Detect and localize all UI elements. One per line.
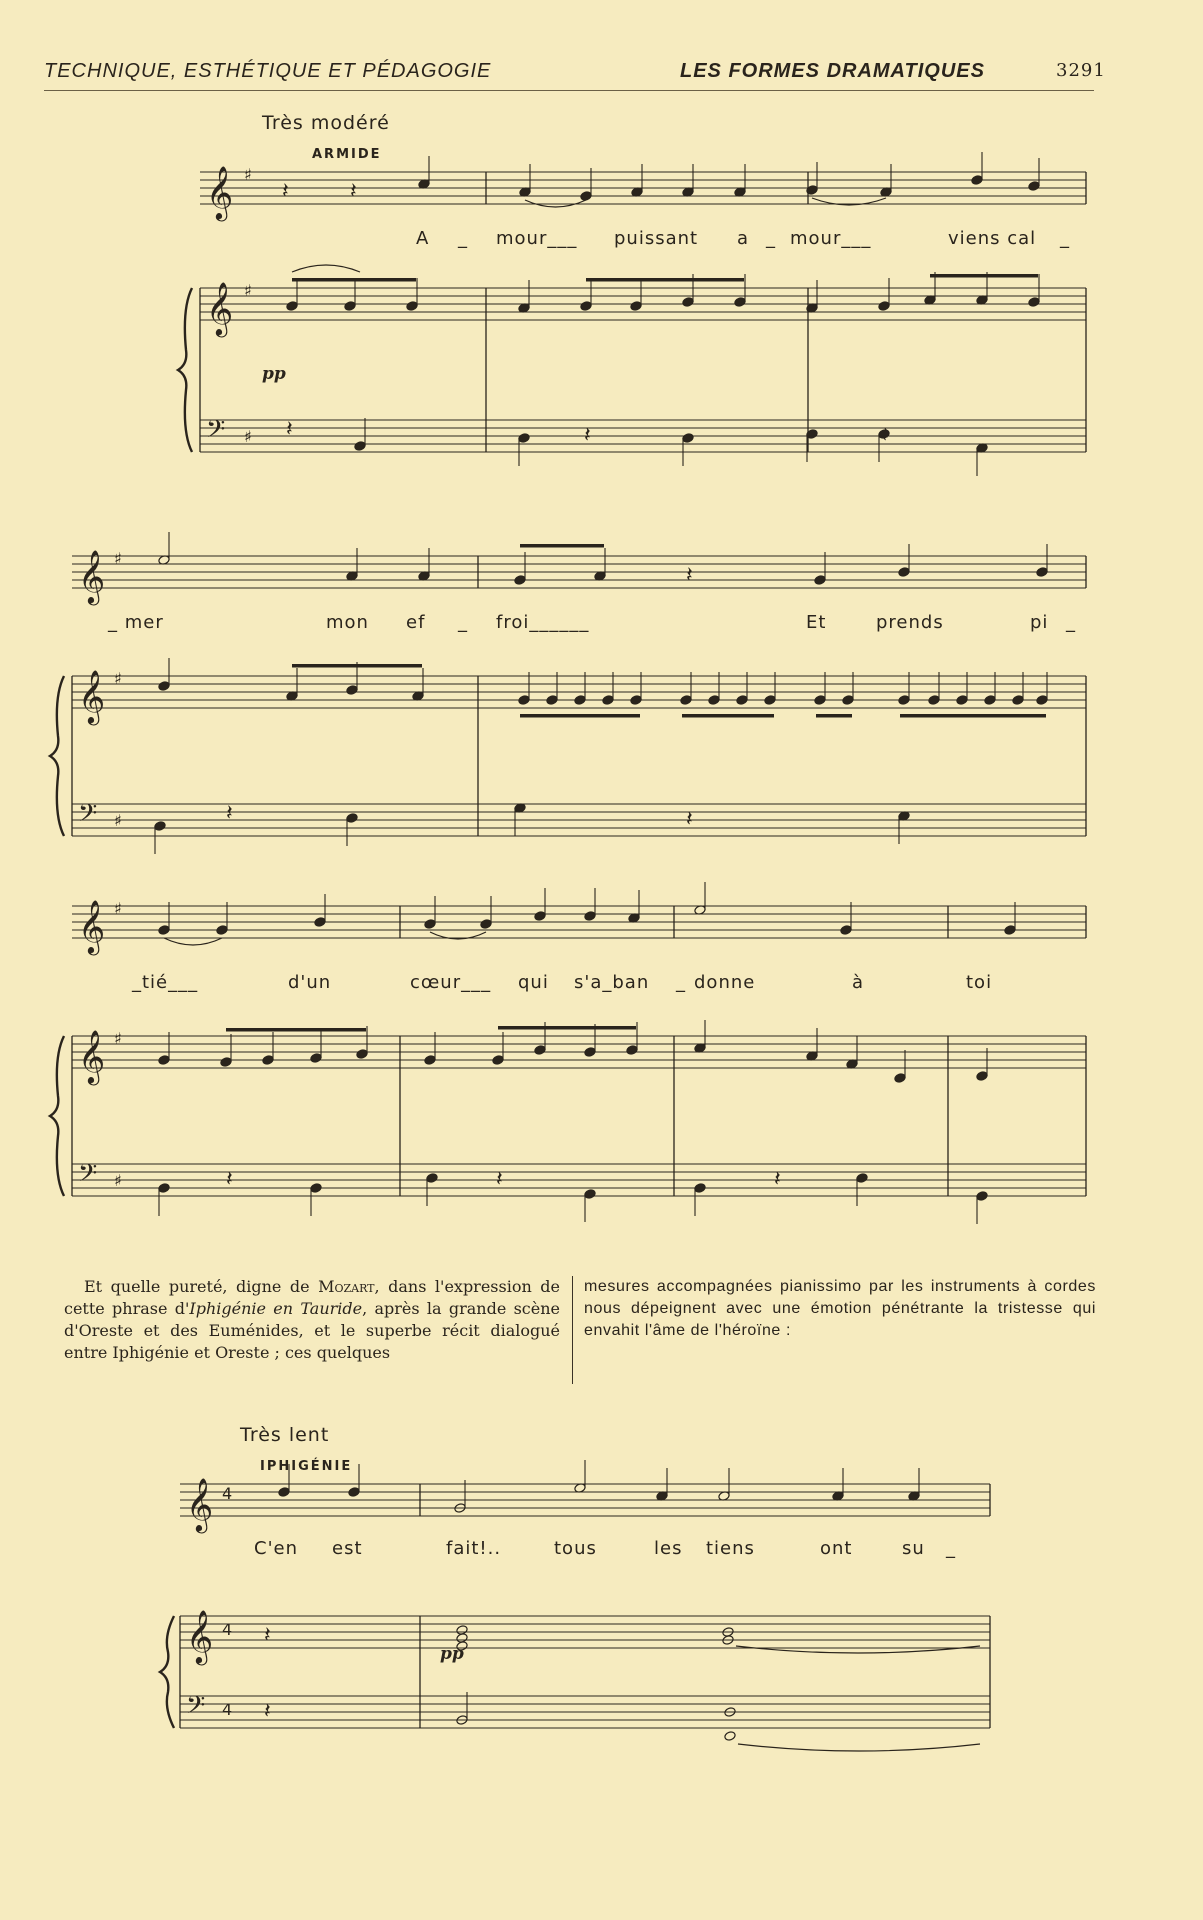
note-head xyxy=(580,301,592,312)
bass-clef: 𝄢 xyxy=(78,1159,98,1194)
lyric-syllable: a xyxy=(737,228,750,249)
note-head xyxy=(154,821,166,832)
rest-symbol: 𝄽 xyxy=(226,1167,233,1192)
note-head xyxy=(856,1173,868,1184)
note-head xyxy=(680,695,692,706)
note-head xyxy=(814,575,826,586)
note-head xyxy=(956,695,968,706)
note-head xyxy=(1028,297,1040,308)
note-head xyxy=(356,1049,368,1060)
note-head xyxy=(682,433,694,444)
note-head xyxy=(216,925,228,936)
note-head xyxy=(220,1057,232,1068)
opera-title: Iphigénie en Tauride xyxy=(189,1299,363,1318)
key-signature-sharp: ♯ xyxy=(114,811,122,830)
note-head xyxy=(840,925,852,936)
note-beam xyxy=(586,278,744,282)
key-signature-sharp: ♯ xyxy=(244,427,252,446)
note-head xyxy=(310,1053,322,1064)
dynamic-pp-2: pp xyxy=(440,1644,464,1664)
slur xyxy=(736,1646,980,1653)
lyric-syllable: puissant xyxy=(614,228,699,249)
lyric-syllable: _ xyxy=(1060,228,1070,249)
treble-clef: 𝄞 xyxy=(206,165,234,219)
lyric-syllable: tous xyxy=(554,1538,597,1559)
note-head xyxy=(158,1183,170,1194)
note-head xyxy=(626,1045,638,1056)
note-head xyxy=(984,695,996,706)
treble-clef: 𝄞 xyxy=(78,1029,106,1083)
note-head xyxy=(424,919,436,930)
piano-brace xyxy=(50,1036,64,1196)
note-head xyxy=(764,695,776,706)
note-head xyxy=(1004,925,1016,936)
piano-brace xyxy=(178,288,192,452)
note-head xyxy=(1028,181,1040,192)
note-beam xyxy=(930,274,1038,278)
note-head xyxy=(278,1487,290,1498)
treble-clef: 𝄞 xyxy=(186,1477,214,1531)
key-signature-sharp: ♯ xyxy=(244,165,252,184)
note-head xyxy=(736,695,748,706)
lyric-syllable: ont xyxy=(820,1538,853,1559)
note-head xyxy=(976,1071,988,1082)
running-header-left: TECHNIQUE, ESTHÉTIQUE ET PÉDAGOGIE xyxy=(44,60,492,82)
treble-clef: 𝄞 xyxy=(78,549,106,603)
rest-symbol: 𝄽 xyxy=(264,1699,271,1724)
time-signature: 4 xyxy=(222,1484,234,1503)
treble-clef: 𝄞 xyxy=(78,669,106,723)
note-head xyxy=(976,1191,988,1202)
rest-symbol: 𝄽 xyxy=(686,563,693,588)
note-head xyxy=(898,567,910,578)
note-head xyxy=(344,301,356,312)
note-head xyxy=(286,301,298,312)
lyric-syllable: à xyxy=(852,972,865,993)
role-name-armide: ARMIDE xyxy=(312,147,382,162)
lyric-syllable: d'un xyxy=(288,972,332,993)
note-head xyxy=(534,1045,546,1056)
lyric-syllable: Et xyxy=(806,612,827,633)
note-head xyxy=(724,1731,736,1742)
lyric-syllable: mon xyxy=(326,612,369,633)
tempo-marking-1: Très modéré xyxy=(262,112,390,134)
rest-symbol: 𝄽 xyxy=(686,807,693,832)
lyric-syllable: A xyxy=(416,228,430,249)
note-head xyxy=(480,919,492,930)
time-signature: 4 xyxy=(222,1620,234,1639)
lyric-syllable: toi xyxy=(966,972,993,993)
note-head xyxy=(406,301,418,312)
note-head xyxy=(971,175,983,186)
lyric-syllable: _tié___ xyxy=(132,972,199,993)
note-head xyxy=(584,911,596,922)
piano-brace xyxy=(160,1616,174,1728)
rest-symbol: 𝄽 xyxy=(264,1623,271,1648)
note-head xyxy=(584,1047,596,1058)
note-head xyxy=(574,695,586,706)
lyric-syllable: froi______ xyxy=(496,612,590,633)
lyric-syllable: viens cal xyxy=(948,228,1037,249)
note-head xyxy=(158,681,170,692)
lyric-syllable: est xyxy=(332,1538,363,1559)
lyric-syllable: qui xyxy=(518,972,549,993)
lyric-syllable: donne xyxy=(694,972,756,993)
note-head xyxy=(682,297,694,308)
treble-clef: 𝄞 xyxy=(78,899,106,953)
lyric-syllable: tiens xyxy=(706,1538,755,1559)
lyric-syllable: les xyxy=(654,1538,683,1559)
note-head xyxy=(630,301,642,312)
prose-text: mesures accompagnées pianissimo par les instruments à cordes nous dépeignent avec une émotion pénétrante la tristesse qui envahit l'âme de l'héroïne : xyxy=(584,1278,1096,1339)
note-beam xyxy=(498,1026,636,1030)
bass-clef: 𝄢 xyxy=(206,415,226,450)
note-head xyxy=(878,301,890,312)
lyric-syllable: su xyxy=(902,1538,925,1559)
slur xyxy=(738,1744,980,1751)
note-head xyxy=(456,1641,468,1652)
dynamic-pp-1: pp xyxy=(262,364,286,384)
role-name-iphigenie: IPHIGÉNIE xyxy=(260,1459,353,1474)
note-head xyxy=(630,695,642,706)
note-beam xyxy=(900,714,1046,718)
lyric-syllable: _ xyxy=(458,228,468,249)
slur xyxy=(164,938,222,945)
note-head xyxy=(602,695,614,706)
note-beam xyxy=(520,714,640,718)
lyric-syllable: C'en xyxy=(254,1538,298,1559)
tempo-marking-2: Très lent xyxy=(240,1424,330,1446)
note-head xyxy=(1036,567,1048,578)
note-head xyxy=(424,1055,436,1066)
note-beam xyxy=(292,278,416,282)
prose-text: Et quelle pureté, digne de xyxy=(84,1277,319,1296)
note-beam xyxy=(226,1028,366,1032)
lyric-syllable: cœur___ xyxy=(410,972,492,993)
lyric-syllable: prends xyxy=(876,612,944,633)
note-head xyxy=(354,441,366,452)
note-head xyxy=(894,1073,906,1084)
note-head xyxy=(346,813,358,824)
note-head xyxy=(426,1173,438,1184)
prose-text: , après la grande scène d'Oreste et des Euménides, et le superbe récit dialogué entre Iphigénie et Oreste ; ces quelques xyxy=(64,1299,560,1362)
note-head xyxy=(348,1487,360,1498)
treble-clef: 𝄞 xyxy=(186,1609,214,1663)
lyric-syllable: _ xyxy=(676,972,686,993)
note-head xyxy=(708,695,720,706)
running-header-right: LES FORMES DRAMATIQUES xyxy=(680,60,985,82)
note-head xyxy=(1036,695,1048,706)
note-head xyxy=(584,1189,596,1200)
note-head xyxy=(158,925,170,936)
rest-symbol: 𝄽 xyxy=(584,423,591,448)
note-head xyxy=(262,1055,274,1066)
note-head xyxy=(734,297,746,308)
lyric-syllable: _ xyxy=(1066,612,1076,633)
note-head xyxy=(842,695,854,706)
note-head xyxy=(314,917,326,928)
note-head xyxy=(928,695,940,706)
composer-name: Mozart xyxy=(318,1277,375,1296)
note-head xyxy=(694,1183,706,1194)
note-head xyxy=(534,911,546,922)
note-head xyxy=(518,695,530,706)
note-head xyxy=(814,695,826,706)
note-head xyxy=(158,1055,170,1066)
note-head xyxy=(1012,695,1024,706)
key-signature-sharp: ♯ xyxy=(114,1029,122,1048)
lyric-syllable: _ xyxy=(946,1538,956,1559)
rest-symbol: 𝄽 xyxy=(882,423,889,448)
rest-symbol: 𝄽 xyxy=(774,1167,781,1192)
lyric-syllable: mour___ xyxy=(496,228,578,249)
key-signature-sharp: ♯ xyxy=(114,549,122,568)
note-head xyxy=(580,191,592,202)
lyric-syllable: fait!.. xyxy=(446,1538,502,1559)
note-beam xyxy=(816,714,852,718)
note-beam xyxy=(520,544,604,548)
note-head xyxy=(346,685,358,696)
treble-clef: 𝄞 xyxy=(206,281,234,335)
rest-symbol: 𝄽 xyxy=(496,1167,503,1192)
lyric-syllable: s'a_ban xyxy=(574,972,650,993)
note-head xyxy=(898,695,910,706)
note-head xyxy=(546,695,558,706)
rest-symbol: 𝄽 xyxy=(282,179,289,204)
note-head xyxy=(514,575,526,586)
piano-brace xyxy=(50,676,64,836)
lyric-syllable: _ mer xyxy=(108,612,164,633)
lyric-syllable: _ xyxy=(458,612,468,633)
rest-symbol: 𝄽 xyxy=(226,801,233,826)
slur xyxy=(292,265,360,272)
page-number: 3291 xyxy=(1056,60,1106,81)
prose-text: , dans l'expression de cette phrase d' xyxy=(64,1277,560,1318)
rest-symbol: 𝄽 xyxy=(350,179,357,204)
note-head xyxy=(518,433,530,444)
note-beam xyxy=(292,664,422,668)
note-beam xyxy=(682,714,774,718)
bass-clef: 𝄢 xyxy=(78,799,98,834)
lyric-syllable: pi xyxy=(1030,612,1049,633)
bass-clef: 𝄢 xyxy=(186,1691,206,1726)
key-signature-sharp: ♯ xyxy=(244,281,252,300)
note-head xyxy=(492,1055,504,1066)
key-signature-sharp: ♯ xyxy=(114,1171,122,1190)
lyric-syllable: _ xyxy=(766,228,776,249)
rest-symbol: 𝄽 xyxy=(286,417,293,442)
note-head xyxy=(310,1183,322,1194)
time-signature: 4 xyxy=(222,1700,234,1719)
lyric-syllable: ef xyxy=(406,612,426,633)
lyric-syllable: mour___ xyxy=(790,228,872,249)
key-signature-sharp: ♯ xyxy=(114,899,122,918)
key-signature-sharp: ♯ xyxy=(114,669,122,688)
